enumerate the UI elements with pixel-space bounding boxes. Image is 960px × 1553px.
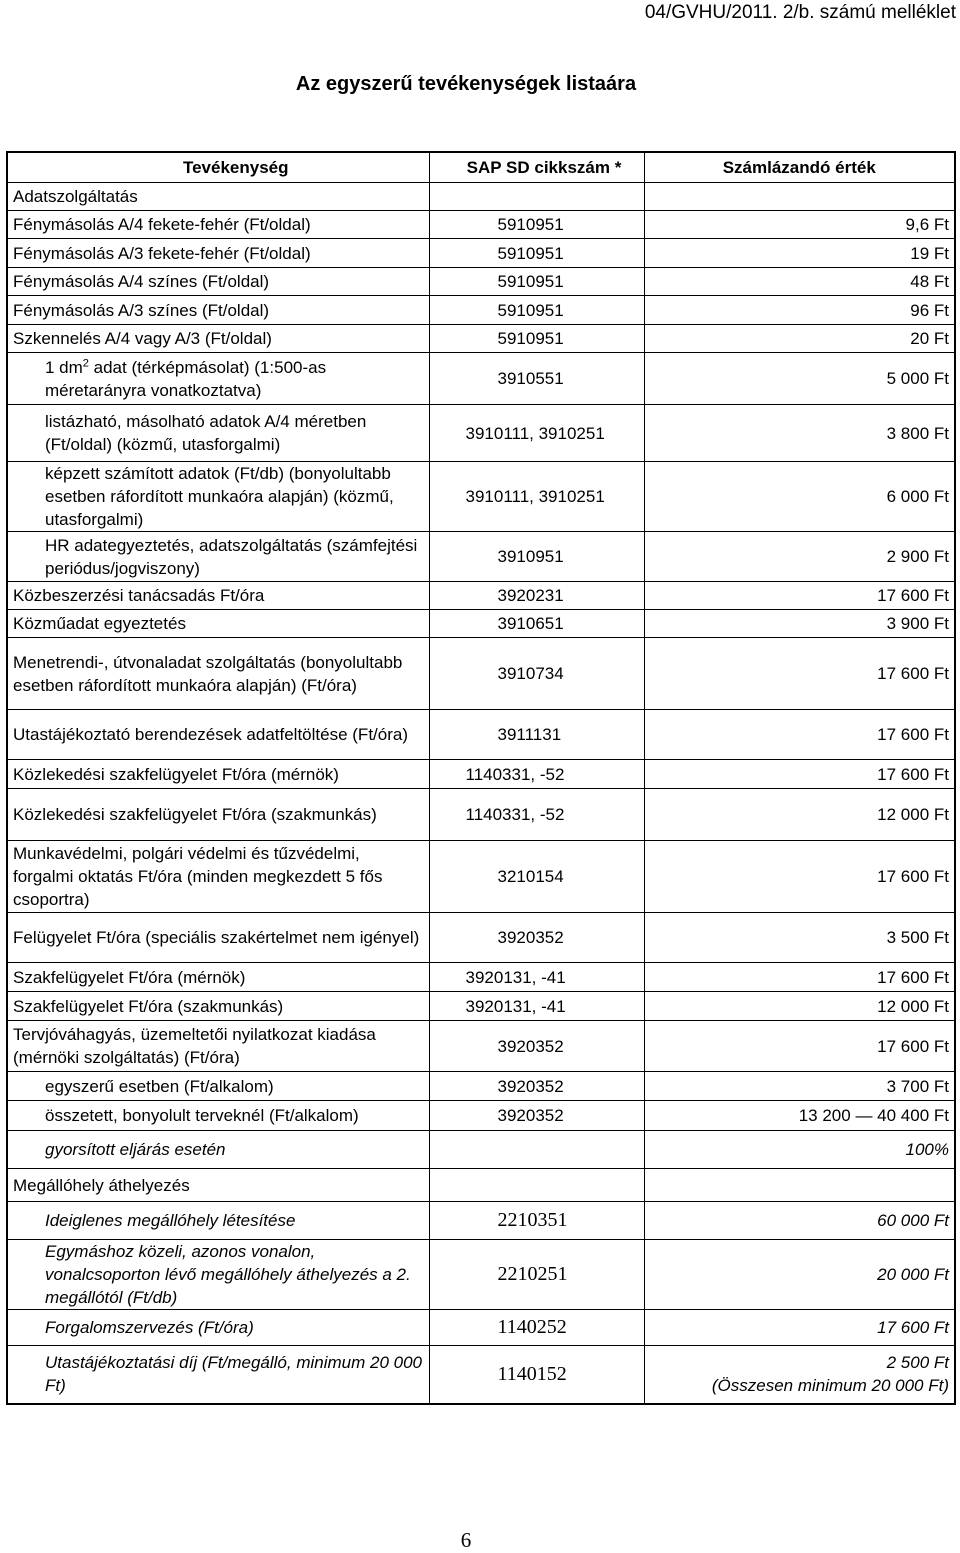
activity-cell: Fénymásolás A/3 színes (Ft/oldal)	[7, 296, 429, 325]
sap-code-cell: 5910951	[429, 268, 644, 296]
value-cell: 6 000 Ft	[644, 462, 955, 532]
table-row	[7, 760, 955, 789]
table-row	[7, 296, 955, 325]
activity-cell: Utastájékoztatási díj (Ft/megálló, minimum 20 000 Ft)	[7, 1346, 429, 1404]
sap-code-cell: 3910651	[429, 610, 644, 638]
activity-cell: képzett számított adatok (Ft/db) (bonyolultabb esetben ráfordított munkaóra alapján) (közmű, utasforgalmi)	[7, 462, 429, 532]
activity-cell: összetett, bonyolult terveknél (Ft/alkalom)	[7, 1101, 429, 1131]
table-row	[7, 239, 955, 268]
sap-code-cell: 3910111, 3910251	[429, 462, 644, 532]
value-cell: 96 Ft	[644, 296, 955, 325]
table-row	[7, 183, 955, 211]
value-cell	[644, 183, 955, 211]
sap-code-cell: 5910951	[429, 325, 644, 353]
value-cell: 13 200 — 40 400 Ft	[644, 1101, 955, 1131]
table-row	[7, 1202, 955, 1240]
table-row	[7, 1131, 955, 1169]
sap-code-cell: 3920131, -41	[429, 963, 644, 992]
table-row	[7, 963, 955, 992]
value-cell: 17 600 Ft	[644, 841, 955, 913]
table-row	[7, 992, 955, 1021]
column-header-activity: Tevékenység	[7, 152, 429, 183]
table-row	[7, 582, 955, 610]
sap-code-cell	[429, 183, 644, 211]
document-reference: 04/GVHU/2011. 2/b. számú melléklet	[644, 2, 956, 23]
sap-code-cell: 3910551	[429, 353, 644, 405]
sap-code-cell: 5910951	[429, 239, 644, 268]
value-cell: 9,6 Ft	[644, 211, 955, 239]
table-row	[7, 638, 955, 710]
table-row	[7, 1101, 955, 1131]
table-row	[7, 1240, 955, 1310]
table-row	[7, 1310, 955, 1346]
sap-code-cell: 3920352	[429, 1021, 644, 1072]
value-cell: 48 Ft	[644, 268, 955, 296]
table-row	[7, 353, 955, 405]
value-cell: 17 600 Ft	[644, 1021, 955, 1072]
activity-cell: Adatszolgáltatás	[7, 183, 429, 211]
activity-cell: Szakfelügyelet Ft/óra (szakmunkás)	[7, 992, 429, 1021]
activity-cell: Fénymásolás A/4 fekete-fehér (Ft/oldal)	[7, 211, 429, 239]
value-cell: 17 600 Ft	[644, 963, 955, 992]
table-row	[7, 1021, 955, 1072]
sap-code-cell: 2210251	[429, 1240, 644, 1310]
value-cell: 3 900 Ft	[644, 610, 955, 638]
activity-cell: Közlekedési szakfelügyelet Ft/óra (szakmunkás)	[7, 789, 429, 841]
table-row	[7, 1169, 955, 1202]
activity-cell: Munkavédelmi, polgári védelmi és tűzvédelmi, forgalmi oktatás Ft/óra (minden megkezdett 5 fős csoportra)	[7, 841, 429, 913]
sap-code-cell: 3911131	[429, 710, 644, 760]
value-line: 2 500 Ft	[886, 1353, 949, 1373]
activity-text: adat (térképmásolat) (1:500-as méretarányra vonatkoztatva)	[45, 357, 327, 400]
sap-code-cell: 5910951	[429, 211, 644, 239]
activity-cell: listázható, másolható adatok A/4 méretben (Ft/oldal) (közmű, utasforgalmi)	[7, 405, 429, 462]
activity-cell: Fénymásolás A/3 fekete-fehér (Ft/oldal)	[7, 239, 429, 268]
activity-cell: Felügyelet Ft/óra (speciális szakértelmet nem igényel)	[7, 913, 429, 963]
activity-cell: Fénymásolás A/4 színes (Ft/oldal)	[7, 268, 429, 296]
table-row	[7, 1346, 955, 1404]
activity-cell: egyszerű esetben (Ft/alkalom)	[7, 1072, 429, 1101]
sap-code-cell: 3920352	[429, 1072, 644, 1101]
activity-cell: gyorsított eljárás esetén	[7, 1131, 429, 1169]
value-cell: 100%	[644, 1131, 955, 1169]
value-cell: 2 900 Ft	[644, 532, 955, 582]
sap-code-cell	[429, 1169, 644, 1202]
price-table	[6, 151, 956, 1405]
table-row	[7, 325, 955, 353]
value-note: (Összesen minimum 20 000 Ft)	[711, 1376, 949, 1396]
value-cell	[644, 1346, 955, 1404]
value-cell: 17 600 Ft	[644, 582, 955, 610]
table-row	[7, 462, 955, 532]
value-cell	[644, 1169, 955, 1202]
table-row	[7, 841, 955, 913]
activity-cell: HR adategyeztetés, adatszolgáltatás (számfejtési periódus/jogviszony)	[7, 532, 429, 582]
value-cell: 5 000 Ft	[644, 353, 955, 405]
sap-code-cell: 5910951	[429, 296, 644, 325]
value-cell: 3 500 Ft	[644, 913, 955, 963]
activity-cell: Megállóhely áthelyezés	[7, 1169, 429, 1202]
activity-cell: Közműadat egyeztetés	[7, 610, 429, 638]
sap-code-cell: 3920352	[429, 913, 644, 963]
table-row	[7, 710, 955, 760]
sap-code-cell: 1140331, -52	[429, 760, 644, 789]
table-row	[7, 610, 955, 638]
table-header-row	[7, 152, 955, 183]
sap-code-cell: 3910111, 3910251	[429, 405, 644, 462]
value-cell: 20 Ft	[644, 325, 955, 353]
sap-code-cell: 2210351	[429, 1202, 644, 1240]
value-cell: 60 000 Ft	[644, 1202, 955, 1240]
table-row	[7, 532, 955, 582]
sap-code-cell: 1140331, -52	[429, 789, 644, 841]
activity-cell: Utastájékoztató berendezések adatfeltöltése (Ft/óra)	[7, 710, 429, 760]
activity-cell: Közlekedési szakfelügyelet Ft/óra (mérnök)	[7, 760, 429, 789]
table-row	[7, 405, 955, 462]
value-cell: 17 600 Ft	[644, 710, 955, 760]
value-cell: 3 700 Ft	[644, 1072, 955, 1101]
table-row	[7, 1072, 955, 1101]
value-cell: 17 600 Ft	[644, 638, 955, 710]
table-row	[7, 268, 955, 296]
activity-cell: Tervjóváhagyás, üzemeltetői nyilatkozat kiadása (mérnöki szolgáltatás) (Ft/óra)	[7, 1021, 429, 1072]
sap-code-cell: 3210154	[429, 841, 644, 913]
table-body	[7, 183, 955, 1404]
activity-prefix: 1 dm	[45, 357, 83, 377]
value-cell: 20 000 Ft	[644, 1240, 955, 1310]
sap-code-cell: 3920352	[429, 1101, 644, 1131]
column-header-value: Számlázandó érték	[644, 152, 955, 183]
activity-cell: Ideiglenes megállóhely létesítése	[7, 1202, 429, 1240]
value-cell: 17 600 Ft	[644, 1310, 955, 1346]
sap-code-cell: 3920231	[429, 582, 644, 610]
sap-code-cell: 1140252	[429, 1310, 644, 1346]
value-cell: 12 000 Ft	[644, 992, 955, 1021]
activity-cell: Menetrendi-, útvonaladat szolgáltatás (bonyolultabb esetben ráfordított munkaóra alapján) (Ft/óra)	[7, 638, 429, 710]
column-header-sap-code: SAP SD cikkszám *	[429, 152, 644, 183]
activity-cell: Egymáshoz közeli, azonos vonalon, vonalcsoporton lévő megállóhely áthelyezés a 2. megállótól (Ft/db)	[7, 1240, 429, 1310]
sap-code-cell: 3920131, -41	[429, 992, 644, 1021]
activity-cell: Szakfelügyelet Ft/óra (mérnök)	[7, 963, 429, 992]
value-cell: 17 600 Ft	[644, 760, 955, 789]
page-title: Az egyszerű tevékenységek listaára	[295, 73, 637, 95]
activity-cell: Forgalomszervezés (Ft/óra)	[7, 1310, 429, 1346]
value-cell: 12 000 Ft	[644, 789, 955, 841]
table-row	[7, 913, 955, 963]
sap-code-cell: 3910951	[429, 532, 644, 582]
sap-code-cell	[429, 1131, 644, 1169]
sap-code-cell: 3910734	[429, 638, 644, 710]
activity-cell: Szkennelés A/4 vagy A/3 (Ft/oldal)	[7, 325, 429, 353]
activity-superscript: 2	[82, 356, 89, 369]
value-cell: 19 Ft	[644, 239, 955, 268]
activity-cell: Közbeszerzési tanácsadás Ft/óra	[7, 582, 429, 610]
table-row	[7, 211, 955, 239]
sap-code-cell: 1140152	[429, 1346, 644, 1404]
page-number: 6	[460, 1528, 472, 1552]
value-cell: 3 800 Ft	[644, 405, 955, 462]
activity-cell	[7, 353, 429, 405]
table-row	[7, 789, 955, 841]
